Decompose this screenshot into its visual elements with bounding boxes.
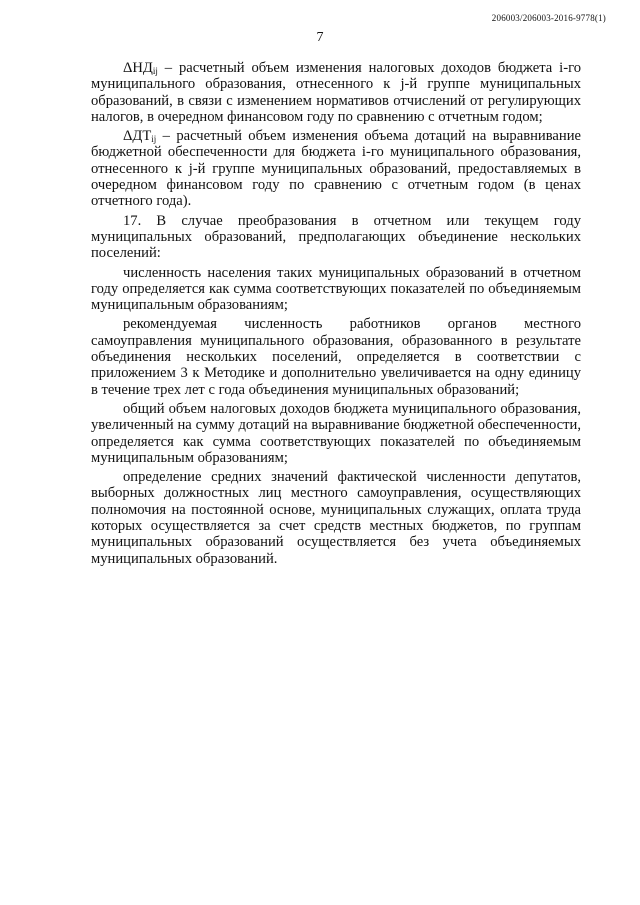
formula-subscript: ij xyxy=(151,134,157,145)
formula-symbol: ΔДТ xyxy=(123,128,152,145)
paragraph-text: – расчетный объем изменения объема дотаций на выравнивание бюджетной обеспеченности для бюджета i-го муниципального образования, отнесенного к j-й группе муниципальных образований, предоставляемых в очередном финансовом году по сравнению с отчетным годом (в ценах отчетного года). xyxy=(91,128,581,210)
document-body xyxy=(91,60,581,570)
paragraph-tax-revenue: общий объем налоговых доходов бюджета муниципального образования, увеличенный на сумму дотаций на выравнивание бюджетной обеспеченности, определяется как сумма соответствующих показателей по объединяемым муниципальным образованиям; xyxy=(91,400,581,466)
page-number: 7 xyxy=(316,30,324,45)
paragraph-delta-dt xyxy=(91,128,581,209)
formula-symbol: ΔНД xyxy=(123,60,153,76)
paragraph-staff-count: рекомендуемая численность работников органов местного самоуправления муниципального образования, образованного в результате объединения нескольких поселений, определяется в соответствии с приложением 3 к Методике и дополнительно увеличивается на одну единицу в течение трех лет с года объединения муниципальных образований; xyxy=(91,316,581,398)
paragraph-delta-nd xyxy=(91,60,581,125)
paragraph-average-values: определение средних значений фактической численности депутатов, выборных должностных лиц местного самоуправления, осуществляющих полномочия на постоянной основе, муниципальных служащих, оплата труда которых осуществляется за счет средств местных бюджетов, по группам муниципальных образований осуществляется без учета объединяемых муниципальных образований. xyxy=(91,469,581,567)
paragraph-population: численность населения таких муниципальных образований в отчетном году определяется как сумма соответствующих показателей по объединяемым муниципальным образованиям; xyxy=(91,264,581,314)
document-code: 206003/206003-2016-9778(1) xyxy=(491,13,606,23)
paragraph-item-17: 17. В случае преобразования в отчетном или текущем году муниципальных образований, предполагающих объединение нескольких поселений: xyxy=(91,212,581,262)
formula-subscript: ij xyxy=(152,66,158,76)
paragraph-text: – расчетный объем изменения налоговых доходов бюджета i-го муниципального образования, отнесенного к j-й группе муниципальных образований, в связи с изменением нормативов отчислений от регулирующих налогов, в очередном финансовом году по сравнению с отчетным годом; xyxy=(91,60,581,125)
